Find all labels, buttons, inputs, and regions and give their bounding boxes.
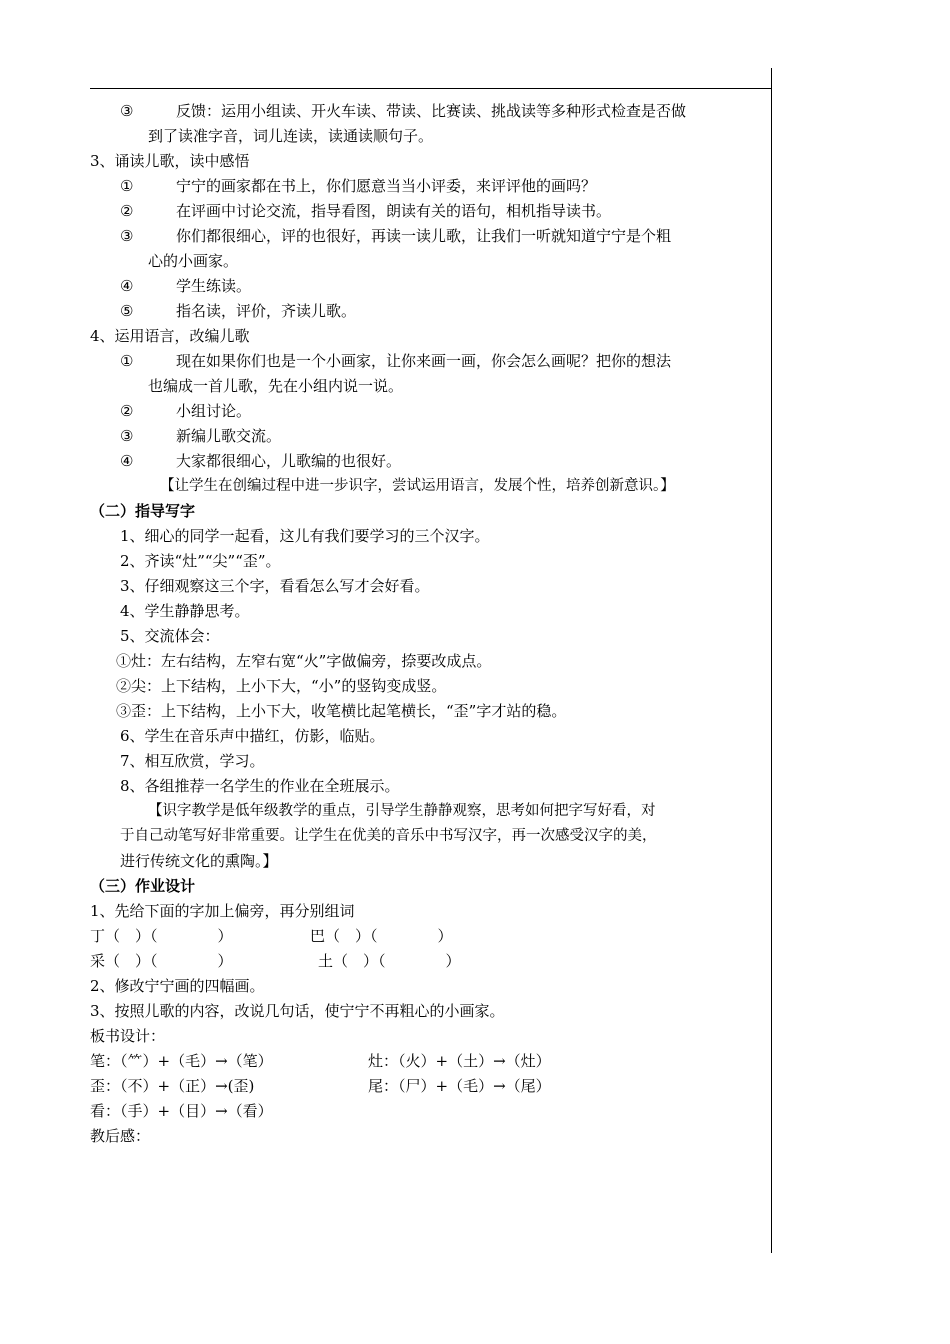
list-item: 1、细心的同学一起看，这儿有我们要学习的三个汉字。 (120, 527, 490, 545)
list-item: 7、相互欣赏，学习。 (120, 752, 265, 770)
list-item: ①灶：左右结构，左窄右宽“火”字做偏旁，捺要改成点。 (116, 652, 492, 670)
list-item (120, 426, 281, 446)
board-formula: 笔：（⺮）+（毛）→（笔） (90, 1052, 273, 1070)
section-heading-bold: （二）指导写字 (90, 502, 196, 520)
paragraph-line: 心的小画家。 (148, 252, 239, 270)
list-item: 1、先给下面的字加上偏旁，再分别组词 (90, 902, 355, 920)
list-item (120, 351, 671, 371)
exercise-item: 丁（ ）（ ） (90, 927, 233, 945)
top-rule (90, 88, 772, 89)
list-item (120, 451, 401, 471)
item-text: 现在如果你们也是一个小画家，让你来画一画，你会怎么画呢？把你的想法 (176, 352, 672, 370)
exercise-item: 巴（ ）（ ） (310, 927, 453, 945)
exercise-item: 土（ ）（ ） (318, 952, 461, 970)
list-item (120, 201, 611, 221)
item-number: ③ (120, 227, 134, 245)
item-number: ④ (120, 277, 134, 295)
list-item: ③歪：上下结构，上小下大，收笔横比起笔横长，“歪”字才站的稳。 (116, 702, 567, 720)
item-number: ② (120, 402, 134, 420)
section-heading: 4、运用语言，改编儿歌 (90, 327, 250, 345)
list-item: 6、学生在音乐声中描红，仿影，临贴。 (120, 727, 385, 745)
item-text: 指名读，评价，齐读儿歌。 (176, 302, 357, 320)
list-item (120, 276, 251, 296)
teaching-note: 【让学生在创编过程中进一步识字，尝试运用语言，发展个性，培养创新意识。】 (160, 478, 675, 494)
list-item: 4、学生静静思考。 (120, 602, 250, 620)
list-item (120, 226, 671, 246)
list-item (120, 101, 686, 121)
item-number: ③ (120, 102, 134, 120)
item-text: 你们都很细心，评的也很好，再读一读儿歌，让我们一听就知道宁宁是个粗 (176, 227, 672, 245)
list-item: ②尖：上下结构，上小下大，“小”的竖钩变成竖。 (116, 677, 447, 695)
item-text: 学生练读。 (176, 277, 252, 295)
item-text: 新编儿歌交流。 (176, 427, 282, 445)
reflection-label: 教后感： (90, 1127, 151, 1145)
item-number: ① (120, 177, 134, 195)
exercise-item: 采（ ）（ ） (90, 952, 233, 970)
list-item: 8、各组推荐一名学生的作业在全班展示。 (120, 777, 400, 795)
item-text: 反馈：运用小组读、开火车读、带读、比赛读、挑战读等多种形式检查是否做 (176, 102, 687, 120)
list-item: 3、按照儿歌的内容，改说几句话，使宁宁不再粗心的小画家。 (90, 1002, 505, 1020)
item-text: 在评画中讨论交流，指导看图，朗读有关的语句，相机指导读书。 (176, 202, 612, 220)
list-item (120, 301, 356, 321)
board-formula: 灶：（火）+（土）→（灶） (368, 1052, 551, 1070)
item-number: ③ (120, 427, 134, 445)
list-item: 2、齐读“灶”“尖”“歪”。 (120, 552, 281, 570)
list-item: 2、修改宁宁画的四幅画。 (90, 977, 265, 995)
board-formula: 尾：（尸）+（毛）→（尾） (368, 1077, 551, 1095)
list-item (120, 176, 596, 196)
item-text: 大家都很细心，儿歌编的也很好。 (176, 452, 402, 470)
item-number: ① (120, 352, 134, 370)
item-number: ④ (120, 452, 134, 470)
board-design-label: 板书设计： (90, 1027, 166, 1045)
list-item: 5、交流体会： (120, 627, 220, 645)
list-item (120, 401, 251, 421)
board-formula: 歪：（不）+（正）→(歪) (90, 1077, 255, 1095)
list-item: 3、仔细观察这三个字，看看怎么写才会好看。 (120, 577, 430, 595)
item-text: 宁宁的画家都在书上，你们愿意当当小评委，来评评他的画吗？ (176, 177, 597, 195)
teaching-note: 进行传统文化的熏陶。】 (120, 852, 278, 870)
paragraph-line: 到了读准字音，词儿连读，读通读顺句子。 (148, 127, 434, 145)
teaching-note: 于自己动笔写好非常重要。让学生在优美的音乐中书写汉字，再一次感受汉字的美， (120, 828, 657, 844)
item-number: ⑤ (120, 302, 134, 320)
section-heading-bold: （三）作业设计 (90, 877, 196, 895)
item-text: 小组讨论。 (176, 402, 252, 420)
right-margin-rule (771, 68, 772, 1253)
section-heading: 3、诵读儿歌，读中感悟 (90, 152, 250, 170)
item-number: ② (120, 202, 134, 220)
board-formula: 看：（手）+（目）→（看） (90, 1102, 273, 1120)
teaching-note: 【识字教学是低年级教学的重点，引导学生静静观察，思考如何把字写好看，对 (148, 803, 656, 819)
paragraph-line: 也编成一首儿歌，先在小组内说一说。 (148, 377, 404, 395)
